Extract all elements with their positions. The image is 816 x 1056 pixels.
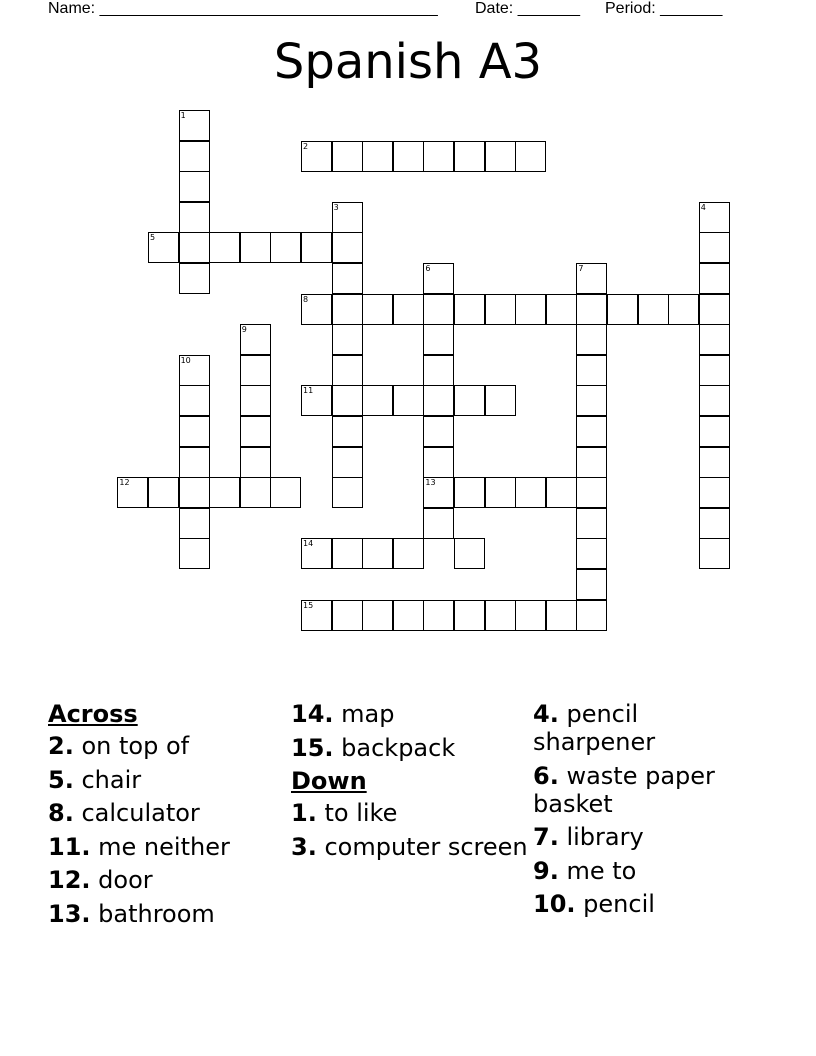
clue-item xyxy=(533,762,743,818)
grid-cell[interactable] xyxy=(485,141,516,172)
grid-cell[interactable] xyxy=(362,294,393,325)
clue-item xyxy=(533,890,743,918)
grid-cell[interactable] xyxy=(699,508,730,539)
clue-number: 1. xyxy=(291,799,317,827)
clue-text: map xyxy=(341,700,395,728)
clue-text: pencil sharpener xyxy=(533,700,656,756)
grid-cell[interactable] xyxy=(362,385,393,416)
grid-cell[interactable] xyxy=(393,538,424,569)
grid-cell[interactable] xyxy=(485,600,516,631)
grid-cell[interactable] xyxy=(546,600,577,631)
grid-cell[interactable] xyxy=(179,171,210,202)
clue-number: 9. xyxy=(533,856,559,885)
grid-cell[interactable] xyxy=(362,538,393,569)
grid-cell[interactable] xyxy=(332,232,363,263)
grid-cell[interactable] xyxy=(576,538,607,569)
grid-cell[interactable] xyxy=(576,294,607,325)
grid-cell[interactable] xyxy=(332,355,363,386)
across-heading: Across xyxy=(48,700,138,728)
clue-number: 12. xyxy=(48,866,91,894)
clue-number: 7. xyxy=(533,823,559,851)
grid-cell[interactable] xyxy=(362,141,393,172)
grid-cell[interactable] xyxy=(423,385,454,416)
grid-cell[interactable] xyxy=(546,477,577,508)
clue-number: 3. xyxy=(291,832,317,861)
grid-cell[interactable] xyxy=(515,294,546,325)
period-field[interactable]: Period: _______ xyxy=(605,0,723,17)
grid-cell[interactable] xyxy=(423,508,454,539)
clue-text: bathroom xyxy=(98,899,215,928)
grid-cell[interactable] xyxy=(332,600,363,631)
clue-number: 10. xyxy=(533,890,576,918)
clue-column-1 xyxy=(48,700,288,933)
name-field[interactable]: Name: ______________________________________ xyxy=(48,0,438,17)
clue-item xyxy=(48,766,288,794)
clue-text: library xyxy=(566,823,644,851)
grid-cell[interactable] xyxy=(393,385,424,416)
grid-cell[interactable] xyxy=(699,538,730,569)
grid-cell[interactable] xyxy=(332,477,363,508)
grid-cell[interactable] xyxy=(576,477,607,508)
clue-number: 11. xyxy=(48,832,91,861)
grid-cell[interactable] xyxy=(699,294,730,325)
grid-cell[interactable] xyxy=(179,385,210,416)
grid-cell[interactable] xyxy=(668,294,699,325)
grid-cell[interactable] xyxy=(485,477,516,508)
grid-cell[interactable] xyxy=(240,232,271,263)
grid-cell[interactable] xyxy=(576,508,607,539)
grid-cell[interactable] xyxy=(423,141,454,172)
grid-cell[interactable] xyxy=(240,447,271,478)
clue-text: to like xyxy=(324,799,398,827)
clue-item xyxy=(533,700,743,756)
grid-cell[interactable] xyxy=(240,477,271,508)
grid-cell[interactable] xyxy=(454,477,485,508)
grid-cell[interactable] xyxy=(179,477,210,508)
grid-cell[interactable] xyxy=(423,294,454,325)
clue-number-label: 9 xyxy=(241,325,247,335)
down-heading: Down xyxy=(291,767,367,795)
clue-number-label: 15 xyxy=(303,600,314,610)
clue-number-label: 2 xyxy=(303,141,309,151)
grid-cell[interactable] xyxy=(699,324,730,355)
grid-cell[interactable] xyxy=(485,294,516,325)
grid-cell[interactable] xyxy=(576,355,607,386)
grid-cell[interactable] xyxy=(332,263,363,294)
clue-item xyxy=(48,732,288,760)
clue-text: door xyxy=(98,866,153,894)
clue-number-label: 1 xyxy=(180,111,186,120)
clue-number-label: 4 xyxy=(700,202,706,212)
clue-text: backpack xyxy=(341,733,456,762)
grid-cell[interactable] xyxy=(393,141,424,172)
grid-cell[interactable] xyxy=(576,385,607,416)
clue-number: 15. xyxy=(291,733,334,762)
clue-column-3 xyxy=(533,700,743,924)
clue-number-label: 13 xyxy=(425,478,436,488)
clue-text: me to xyxy=(566,856,637,885)
clue-item xyxy=(291,700,531,728)
clue-number: 8. xyxy=(48,799,74,827)
page-title: Spanish A3 xyxy=(273,34,543,90)
grid-cell[interactable] xyxy=(546,294,577,325)
clue-text: computer screen xyxy=(324,832,528,861)
grid-cell[interactable] xyxy=(485,385,516,416)
grid-cell[interactable] xyxy=(515,477,546,508)
clue-text: chair xyxy=(81,765,142,794)
grid-cell[interactable] xyxy=(332,538,363,569)
grid-cell[interactable] xyxy=(179,202,210,233)
grid-cell[interactable] xyxy=(454,538,485,569)
grid-cell[interactable] xyxy=(699,385,730,416)
grid-cell[interactable] xyxy=(179,232,210,263)
grid-cell[interactable] xyxy=(240,355,271,386)
grid-cell[interactable] xyxy=(515,141,546,172)
clue-number: 6. xyxy=(533,761,559,790)
clue-text: pencil xyxy=(583,890,655,918)
grid-cell[interactable] xyxy=(209,477,240,508)
clue-item xyxy=(291,833,531,861)
grid-cell[interactable] xyxy=(179,508,210,539)
grid-cell[interactable] xyxy=(240,416,271,447)
grid-cell[interactable] xyxy=(332,294,363,325)
grid-cell[interactable] xyxy=(515,600,546,631)
clue-number: 13. xyxy=(48,899,91,928)
clue-number: 14. xyxy=(291,700,334,728)
clue-text: waste paper basket xyxy=(533,761,715,818)
grid-cell[interactable] xyxy=(454,600,485,631)
grid-cell[interactable] xyxy=(148,477,179,508)
clue-item xyxy=(533,857,743,885)
grid-cell[interactable] xyxy=(332,324,363,355)
grid-cell[interactable] xyxy=(179,447,210,478)
grid-cell[interactable] xyxy=(699,355,730,386)
clue-number-label: 11 xyxy=(303,386,314,396)
grid-cell[interactable] xyxy=(179,416,210,447)
clue-number-label: 8 xyxy=(303,294,309,304)
clue-number-label: 14 xyxy=(303,539,314,549)
grid-cell[interactable] xyxy=(332,385,363,416)
clue-item xyxy=(48,833,288,861)
grid-cell[interactable] xyxy=(423,600,454,631)
grid-cell[interactable] xyxy=(454,141,485,172)
clue-number: 2. xyxy=(48,732,74,760)
clue-number: 4. xyxy=(533,700,559,728)
clue-item xyxy=(48,900,288,928)
clue-item xyxy=(291,734,531,762)
grid-cell[interactable] xyxy=(699,416,730,447)
grid-cell[interactable] xyxy=(179,538,210,569)
clue-number-label: 7 xyxy=(578,264,584,273)
grid-cell[interactable] xyxy=(576,600,607,631)
grid-cell[interactable] xyxy=(638,294,669,325)
grid-cell[interactable] xyxy=(332,447,363,478)
grid-cell[interactable] xyxy=(423,355,454,386)
grid-cell[interactable] xyxy=(454,385,485,416)
grid-cell[interactable] xyxy=(423,447,454,478)
clue-number: 5. xyxy=(48,765,74,794)
clue-column-2 xyxy=(291,700,531,866)
grid-cell[interactable] xyxy=(699,447,730,478)
grid-cell[interactable] xyxy=(301,232,332,263)
clue-item xyxy=(291,799,531,827)
clue-text: me neither xyxy=(98,832,230,861)
grid-cell[interactable] xyxy=(699,232,730,263)
grid-cell[interactable] xyxy=(699,263,730,294)
grid-cell[interactable] xyxy=(270,477,301,508)
grid-cell[interactable] xyxy=(423,324,454,355)
clue-number-label: 3 xyxy=(333,202,339,212)
grid-cell[interactable] xyxy=(576,447,607,478)
clue-item xyxy=(533,823,743,851)
grid-cell[interactable] xyxy=(332,141,363,172)
clue-text: calculator xyxy=(81,799,200,827)
clue-number-label: 6 xyxy=(425,264,431,273)
grid-cell[interactable] xyxy=(423,416,454,447)
grid-cell[interactable] xyxy=(270,232,301,263)
clue-number-label: 5 xyxy=(150,233,156,243)
grid-cell[interactable] xyxy=(332,416,363,447)
grid-cell[interactable] xyxy=(209,232,240,263)
grid-cell[interactable] xyxy=(576,569,607,600)
grid-cell[interactable] xyxy=(362,600,393,631)
clue-number-label: 10 xyxy=(180,355,191,365)
grid-cell[interactable] xyxy=(179,263,210,294)
grid-cell[interactable] xyxy=(179,141,210,172)
date-field[interactable]: Date: _______ xyxy=(475,0,580,17)
grid-cell[interactable] xyxy=(699,477,730,508)
grid-cell[interactable] xyxy=(393,294,424,325)
clue-text: on top of xyxy=(81,732,190,760)
grid-cell[interactable] xyxy=(576,416,607,447)
clue-item xyxy=(48,866,288,894)
grid-cell[interactable] xyxy=(454,294,485,325)
grid-cell[interactable] xyxy=(393,600,424,631)
grid-cell[interactable] xyxy=(607,294,638,325)
grid-cell[interactable] xyxy=(240,385,271,416)
clue-item xyxy=(48,799,288,827)
clue-number-label: 12 xyxy=(119,478,130,488)
grid-cell[interactable] xyxy=(576,324,607,355)
